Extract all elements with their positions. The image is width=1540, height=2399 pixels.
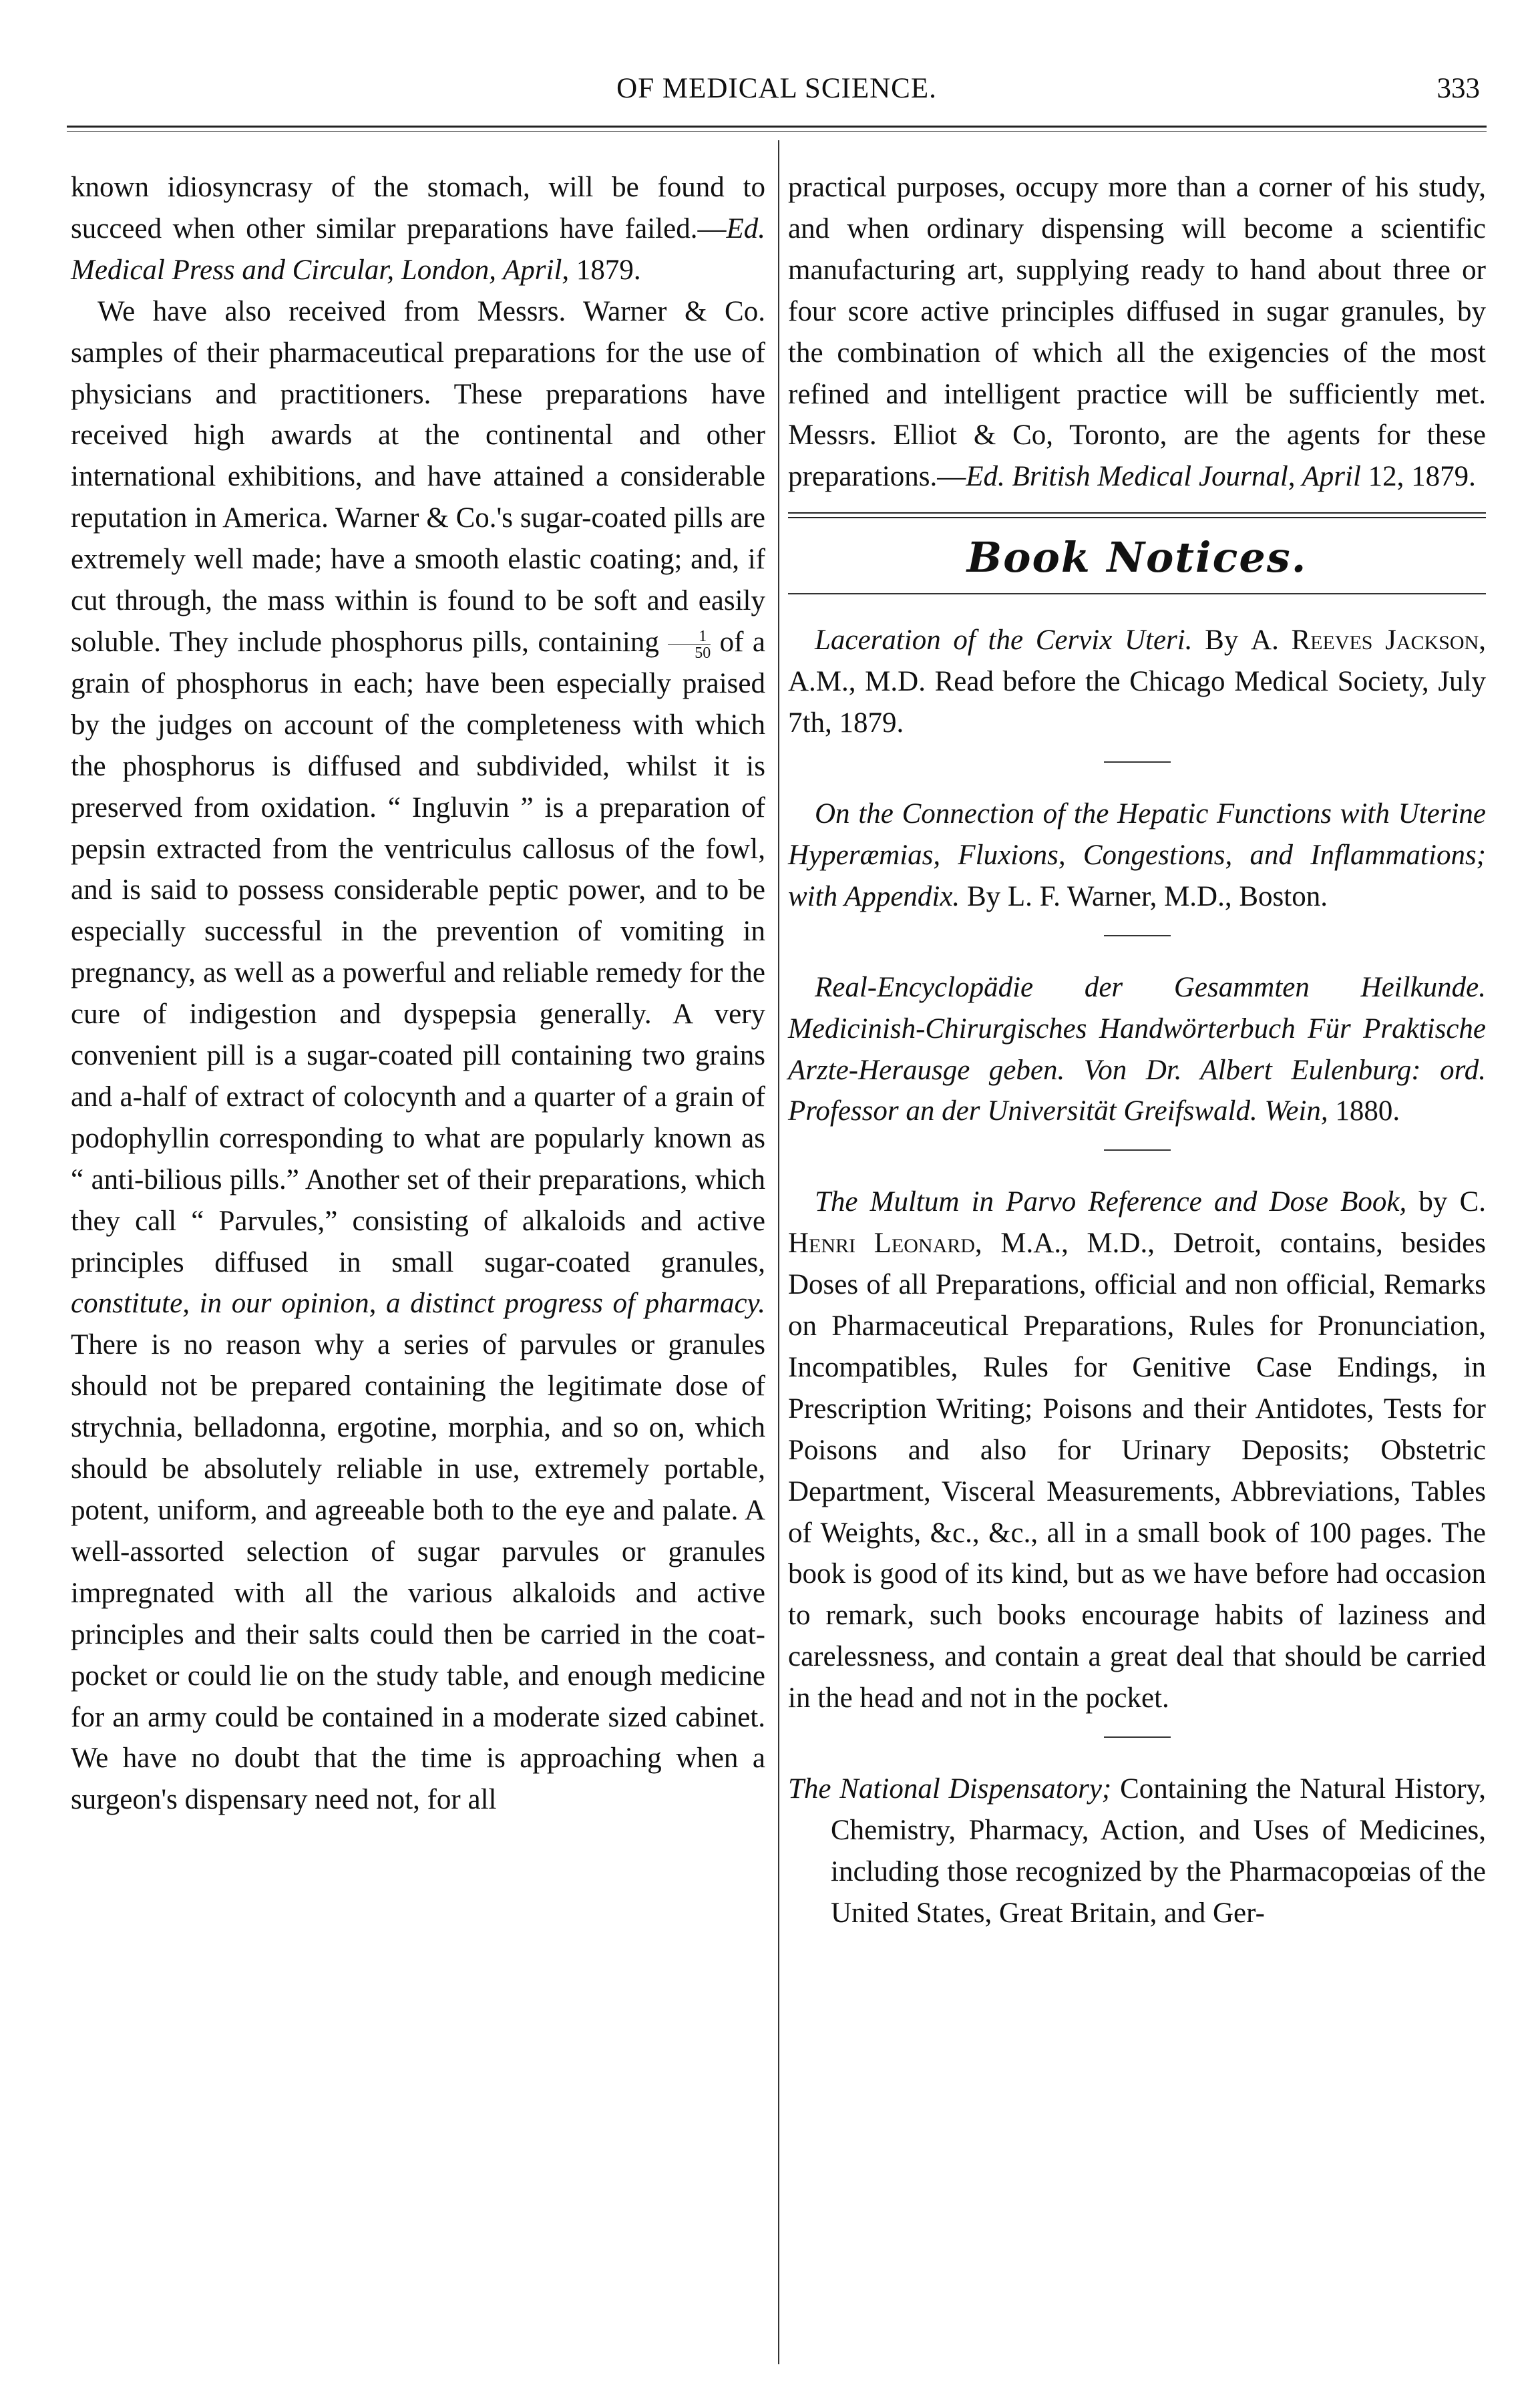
- notice-entry: [788, 1769, 1486, 1934]
- header-rule: [67, 126, 1487, 132]
- left-column: [71, 167, 765, 1821]
- notice-title: The National Dispensatory;: [788, 1773, 1112, 1805]
- section-divider: [788, 512, 1486, 518]
- notice-title: Real-Encyclopädie der Gesammten Heilkunde. Medicinish-Chirurgisches Handwörterbuch Für Praktische Arzte-Herausge geben. Von Dr. Albert Eulenburg: ord. Professor an der Universität Greifswald. Wein,: [788, 971, 1486, 1127]
- section-title: Book Notices.: [966, 533, 1308, 582]
- text-run: There is no reason why a series of parvules or granules should not be prepared containing the legitimate dose of strychnia, belladonna, ergotine, morphia, and so on, which should be absolutely reliable in use, extremely portable, potent, uniform, and agreeable both to the eye and palate. A well-assorted selection of sugar parvules or granules impregnated with all the various alkaloids and active principles and their salts could then be carried in the coat-pocket or could lie on the study table, and enough medicine for an army could be contained in a moderate sized cabinet. We have no doubt that the time is approaching when a surgeon's dispensary need not, for all: [71, 1329, 765, 1816]
- notice-entry: [788, 967, 1486, 1133]
- column-divider: [778, 140, 779, 2364]
- notice-entry: [788, 793, 1486, 918]
- notice-title: The Multum in Parvo Reference and Dose Book,: [815, 1186, 1407, 1218]
- notice-text: Read before the Chicago Medical Society, July 7th, 1879.: [788, 666, 1487, 739]
- running-title: OF MEDICAL SCIENCE.: [616, 73, 937, 104]
- text-run: We have also received from Messrs. Warner & Co. samples of their pharmaceutical preparations for the use of physicians and practitioners. These preparations have received high awards at the continental and other international exhibitions, and have attained a considerable reputation in America. Warner & Co.'s sugar-coated pills are extremely well made; have a smooth elastic coating; and, if cut through, the mass within is found to be soft and easily soluble. They include phosphorus pills, containing: [71, 295, 765, 658]
- entry-separator: [1104, 1736, 1171, 1738]
- notice-entry: [788, 620, 1486, 744]
- notice-title: On the Connection of the Hepatic Functions with Uterine Hyperæmias, Fluxions, Congestions, and Inflammations; with Appendix.: [788, 797, 1486, 912]
- notice-author: L. F. Warner, M.D., Boston.: [1007, 880, 1328, 912]
- entry-separator: [1104, 761, 1171, 763]
- notice-text: Detroit, contains, besides Doses of all Preparations, official and non official, Remarks on Pharmaceutical Preparations, Rules for Pronunciation, Incompatibles, Rules for Genitive Case Endings, in Prescription Writing; Poisons and their Antidotes, Tests for Poisons and also for Urinary Deposits; Obstetric Department, Visceral Measurements, Abbreviations, Tables of Weights, &c., &c., all in a small book of 100 pages. The book is good of its kind, but as we have before had occasion to remark, such books encourage habits of laziness and carelessness, and contain a great deal that should be carried in the head and not in the pocket.: [788, 1228, 1486, 1714]
- emphasis: constitute, in our opinion, a distinct progress of pharmacy.: [71, 1288, 765, 1320]
- citation-year: 1879.: [569, 254, 641, 286]
- paragraph-idiosyncrasy: [71, 167, 765, 291]
- entry-separator: [1104, 1149, 1171, 1151]
- paragraph-warner: [71, 291, 765, 1821]
- fraction-numerator: 1: [668, 628, 711, 645]
- notice-text: Containing the Natural History, Chemistry, Pharmacy, Action, and Uses of Medicines, including those recognized by the Pharmacopœias of the United States, Great Britain, and Ger-: [831, 1773, 1486, 1929]
- right-column: [788, 167, 1486, 1934]
- notice-title: Laceration of the Cervix Uteri.: [815, 624, 1193, 657]
- text-run: known idiosyncrasy of the stomach, will be found to succeed when other similar preparations have failed.—: [71, 172, 765, 244]
- page-number: 333: [1436, 73, 1480, 104]
- notice-text: 1880.: [1328, 1095, 1400, 1127]
- entry-separator: [1104, 935, 1171, 936]
- notice-by: by: [1406, 1186, 1460, 1218]
- citation: Ed. British Medical Journal, April: [966, 461, 1361, 493]
- paragraph-continued: [788, 167, 1486, 498]
- notice-by: By: [1192, 624, 1252, 657]
- text-run: of a grain of phosphorus in each; have been especially praised by the judges on account of the completeness with which the phosphorus is diffused and subdivided, whilst it is preserved from oxidation. “ Ingluvin ” is a preparation of pepsin extracted from the ventriculus callosus of the fowl, and is said to possess considerable peptic power, and to be especially successful in the prevention of vomiting in pregnancy, as well as a powerful and reliable remedy for the cure of indigestion and dyspepsia generally. A very convenient pill is a sugar-coated pill containing two grains and a-half of extract of colocynth and a quarter of a grain of podophyllin corresponding to what are popularly known as “ anti-bilious pills.” Another set of their preparations, which they call “ Parvules,” consisting of alkaloids and active principles diffused in small sugar-coated granules,: [71, 626, 765, 1278]
- fraction-denominator: 50: [695, 644, 711, 662]
- notice-author: C. Henri Leonard, M.A., M.D.,: [788, 1186, 1486, 1260]
- running-head: [67, 68, 1487, 122]
- fraction: [668, 628, 711, 661]
- title-rule: [788, 593, 1486, 594]
- notice-entry: [788, 1181, 1486, 1719]
- notice-author: A. Reeves Jackson, A.M., M.D.: [788, 624, 1486, 698]
- citation: Ed. Medical Press and Circular, London, April,: [71, 212, 765, 286]
- notice-by: By: [960, 880, 1008, 912]
- citation-date: 12, 1879.: [1360, 461, 1476, 493]
- text-run: practical purposes, occupy more than a corner of his study, and when ordinary dispensing will become a scientific manufacturing art, supplying ready to hand about three or four score active principles diffused in sugar granules, by the combination of which all the exigencies of the most refined and intelligent practice will be sufficiently met. Messrs. Elliot & Co, Toronto, are the agents for these preparations.—: [788, 172, 1486, 493]
